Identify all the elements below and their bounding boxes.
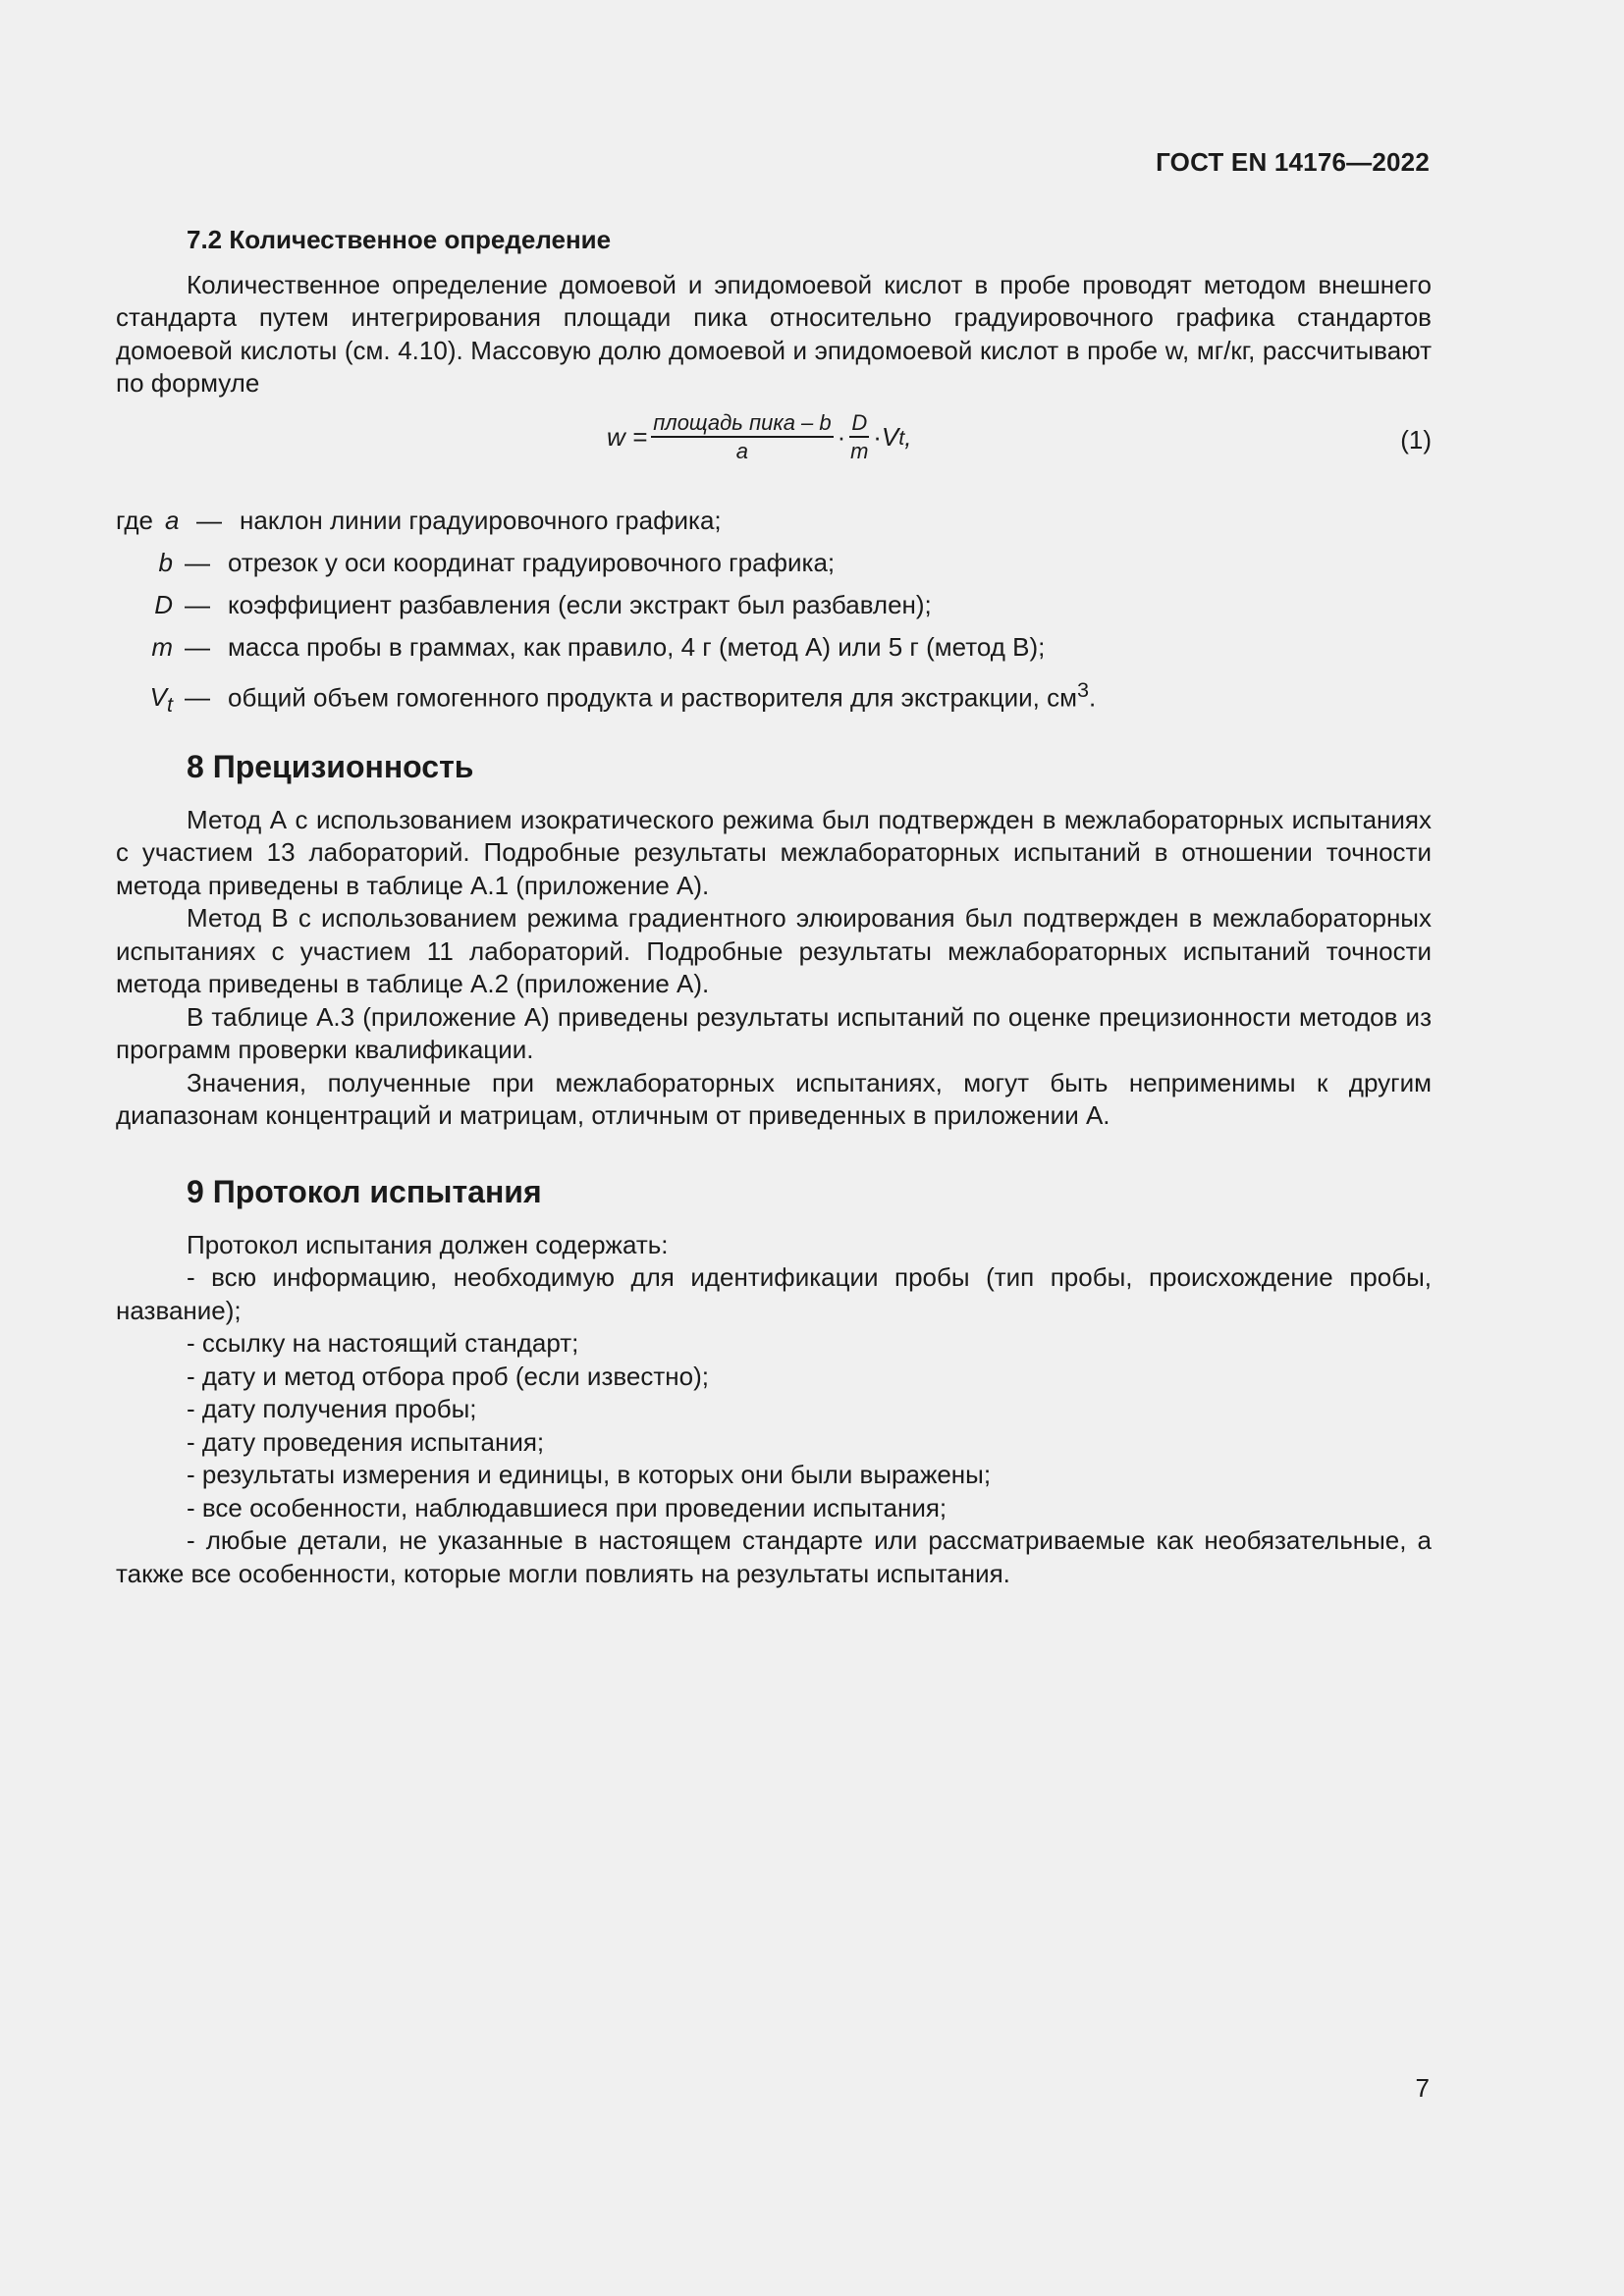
formula-end-comma: , [904,421,912,452]
legend-row [116,631,1432,673]
formula-dot-1: · [837,421,846,452]
legend-row [116,505,1432,547]
formula-fraction-main [651,410,833,465]
legend-text: коэффициент разбавления (если экстракт был разбавлен); [228,589,932,619]
legend-symbol: m [151,631,173,662]
legend-dash: — [185,631,210,662]
page-content [116,224,1432,1590]
legend-row [116,673,1432,716]
formula-denominator-2: m [850,438,869,463]
paragraph-8-1: Метод А с использованием изократического режима был подтвержден в межлабораторных испытаниях с участием 13 лабораторий. Подробные результаты межлабораторных испытаний в отношении точности метода приведены в таблице А.1 (приложение А). [116,804,1432,900]
formula-1 [607,410,912,465]
legend-dash: — [196,505,222,535]
formula-number: (1) [1400,424,1432,454]
list-item: - дату получения пробы; [187,1394,477,1423]
formula-volume-subscript: t [898,424,905,450]
legend-symbol: a [165,505,180,535]
formula-volume-symbol: V [881,421,899,452]
formula-legend [116,505,1432,716]
formula-dot-2: · [873,421,882,452]
section-9 [116,1172,1432,1591]
subsection-title-7-2: 7.2 Количественное определение [187,225,612,254]
legend-symbol: D [154,589,173,619]
legend-text: отрезок у оси координат градуировочного графика; [228,547,836,577]
legend-text: наклон линии градуировочного графика; [240,505,722,535]
paragraph-8-3: В таблице А.3 (приложение А) приведены результаты испытаний по оценке прецизионности методов из программ проверки квалификации. [116,1001,1432,1064]
paragraph-8-2: Метод В с использованием режима градиентного элюирования был подтвержден в межлабораторных испытаниях с участием 11 лабораторий. Подробные результаты межлабораторных испытаний точности метода приведены в таблице А.2 (приложение А). [116,903,1432,998]
page-number: 7 [1415,2073,1430,2103]
list-item: - дату и метод отбора проб (если известно); [187,1361,709,1391]
legend-row [116,547,1432,589]
section-title-8: 8 Прецизионность [187,748,474,784]
paragraph-8-4: Значения, полученные при межлабораторных испытаниях, могут быть неприменимы к другим диапазонам концентраций и матрицам, отличным от приведенных в приложении А. [116,1067,1432,1130]
legend-row [116,589,1432,631]
formula-numerator: площадь пика – b [651,410,833,438]
legend-text: масса пробы в граммах, как правило, 4 г (метод А) или 5 г (метод В); [228,631,1046,662]
legend-dash: — [185,547,210,577]
document-id-header: ГОСТ EN 14176—2022 [1156,147,1430,177]
legend-symbol: b [158,547,173,577]
list-item: - все особенности, наблюдавшиеся при проведении испытания; [187,1492,947,1522]
list-item: - дату проведения испытания; [187,1426,545,1457]
list-item: - результаты измерения и единицы, в которых они были выражены; [187,1460,992,1489]
list-item: - любые детали, не указанные в настоящем стандарте или рассматриваемые как необязательные, а также все особенности, которые могли повлиять на результаты испытания. [116,1525,1432,1588]
paragraph-7-2: Количественное определение домоевой и эпидомоевой кислот в пробе проводят методом внешнего стандарта путем интегрирования площади пика относительно градуировочного графика стандартов домоевой кислоты (см. 4.10). Массовую долю домоевой и эпидомоевой кислот в пробе w, мг/кг, рассчитывают по формуле [116,269,1432,398]
formula-fraction-dilution [849,410,869,465]
list-item: - ссылку на настоящий стандарт; [187,1328,579,1358]
formula-row [116,408,1432,487]
list-item: - всю информацию, необходимую для идентификации пробы (тип пробы, происхождение пробы, название); [116,1262,1432,1325]
section-title-9: 9 Протокол испытания [187,1173,542,1209]
section-8 [116,747,1432,1133]
legend-text: общий объем гомогенного продукта и растворителя для экстракции, $см^3$. [228,676,1097,713]
legend-dash: — [185,589,210,619]
formula-lhs: w = [607,421,648,452]
legend-dash: — [185,682,210,713]
legend-prefix: где [116,505,153,535]
paragraph-9-intro: Протокол испытания должен содержать: [187,1229,669,1259]
legend-symbol: $V_t$ [149,682,173,718]
formula-numerator-2: D [849,410,869,438]
formula-denominator: a [735,438,749,463]
